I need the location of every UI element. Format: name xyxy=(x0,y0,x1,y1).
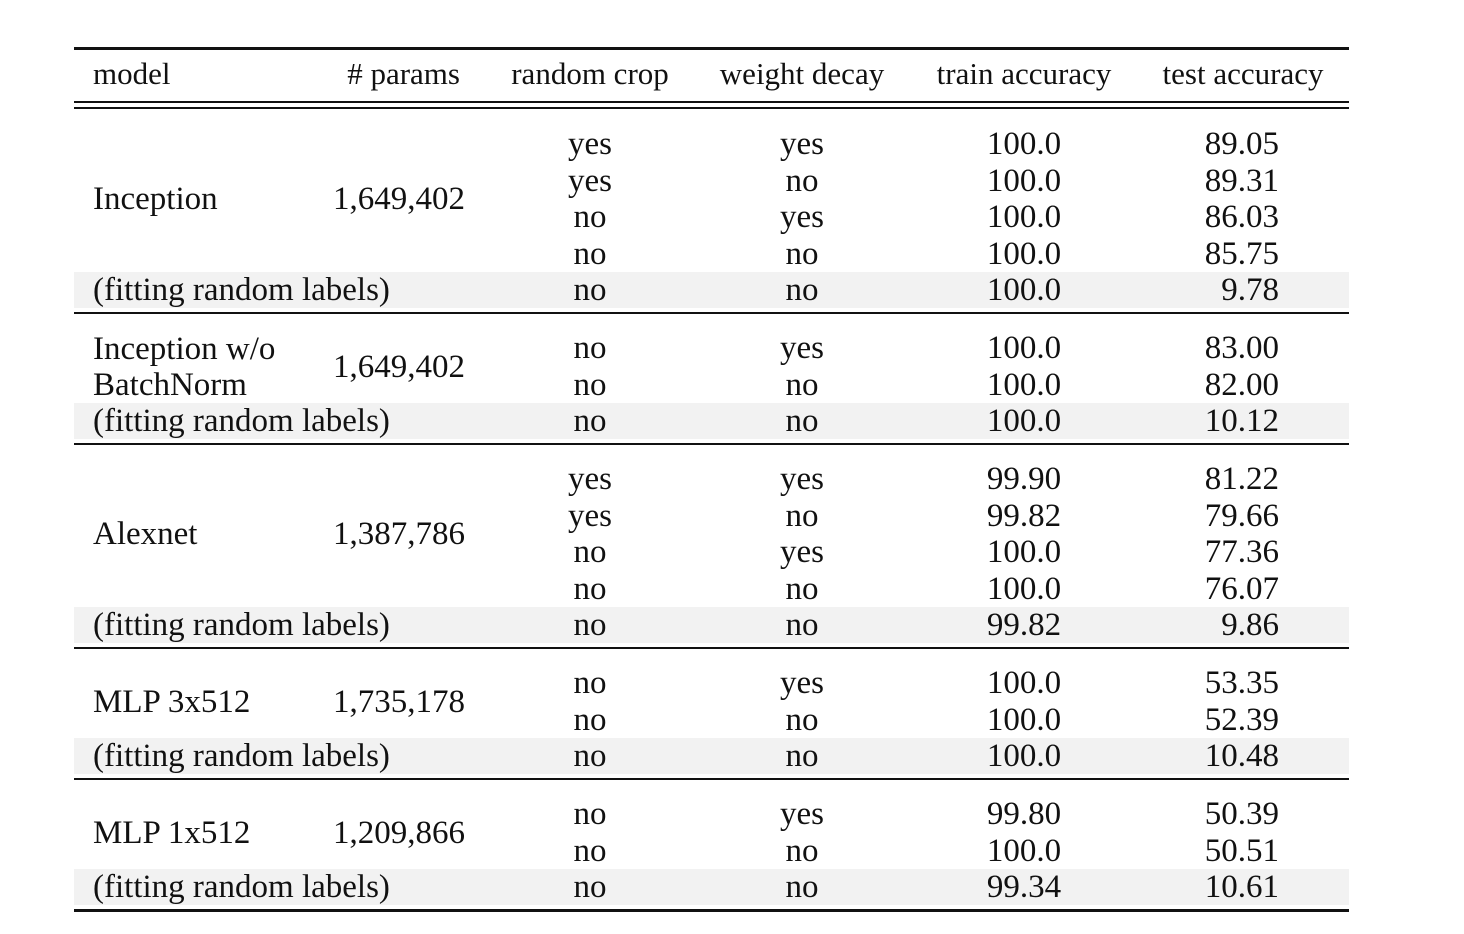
header-double-rule-1 xyxy=(74,101,1349,103)
train-accuracy-cell: 100.0 xyxy=(986,272,1062,308)
weight-decay-cell: yes xyxy=(780,534,824,570)
random-labels-label: (fitting random labels) xyxy=(93,607,390,643)
group-divider xyxy=(74,312,1349,314)
train-accuracy-cell: 99.82 xyxy=(986,607,1062,643)
test-accuracy-cell: 50.39 xyxy=(1204,796,1279,832)
random-crop-cell: no xyxy=(573,701,607,738)
params-cell: 1,649,402 xyxy=(333,348,465,385)
random-crop-cell: yes xyxy=(568,497,612,534)
random-crop-cell: no xyxy=(573,366,607,403)
top-rule xyxy=(74,47,1349,50)
random-crop-cell: yes xyxy=(568,126,612,162)
weight-decay-cell: no xyxy=(785,497,819,534)
weight-decay-cell: no xyxy=(785,403,819,439)
test-accuracy-cell: 89.05 xyxy=(1204,126,1279,162)
weight-decay-cell: no xyxy=(785,366,819,403)
weight-decay-cell: no xyxy=(785,272,819,308)
header-test-accuracy: test accuracy xyxy=(1162,56,1324,91)
weight-decay-cell: yes xyxy=(780,199,824,235)
test-accuracy-cell: 89.31 xyxy=(1204,162,1279,199)
test-accuracy-cell: 10.12 xyxy=(1204,403,1279,439)
weight-decay-cell: no xyxy=(785,738,819,774)
train-accuracy-cell: 99.80 xyxy=(986,796,1062,832)
test-accuracy-cell: 9.86 xyxy=(1221,607,1279,643)
test-accuracy-cell: 77.36 xyxy=(1204,534,1279,570)
weight-decay-cell: no xyxy=(785,701,819,738)
train-accuracy-cell: 100.0 xyxy=(986,199,1062,235)
model-name-cell: BatchNorm xyxy=(93,366,247,403)
train-accuracy-cell: 100.0 xyxy=(986,366,1062,403)
test-accuracy-cell: 81.22 xyxy=(1204,461,1279,497)
model-name-cell: MLP 1x512 xyxy=(93,814,251,851)
train-accuracy-cell: 100.0 xyxy=(986,570,1062,607)
random-labels-label: (fitting random labels) xyxy=(93,738,390,774)
header-double-rule-2 xyxy=(74,107,1349,109)
train-accuracy-cell: 100.0 xyxy=(986,126,1062,162)
random-crop-cell: no xyxy=(573,235,607,272)
random-crop-cell: no xyxy=(573,607,607,643)
weight-decay-cell: yes xyxy=(780,665,824,701)
test-accuracy-cell: 79.66 xyxy=(1204,497,1279,534)
random-labels-label: (fitting random labels) xyxy=(93,869,390,905)
group-divider xyxy=(74,647,1349,649)
header-train-accuracy: train accuracy xyxy=(936,56,1112,91)
random-crop-cell: no xyxy=(573,272,607,308)
weight-decay-cell: no xyxy=(785,869,819,905)
weight-decay-cell: no xyxy=(785,832,819,869)
train-accuracy-cell: 100.0 xyxy=(986,330,1062,366)
random-crop-cell: no xyxy=(573,832,607,869)
test-accuracy-cell: 9.78 xyxy=(1221,272,1279,308)
params-cell: 1,649,402 xyxy=(333,181,465,217)
train-accuracy-cell: 99.82 xyxy=(986,497,1062,534)
train-accuracy-cell: 99.90 xyxy=(986,461,1062,497)
random-crop-cell: no xyxy=(573,665,607,701)
group-divider xyxy=(74,778,1349,780)
weight-decay-cell: no xyxy=(785,607,819,643)
test-accuracy-cell: 53.35 xyxy=(1204,665,1279,701)
header-weight-decay: weight decay xyxy=(719,56,885,91)
random-crop-cell: no xyxy=(573,330,607,366)
train-accuracy-cell: 100.0 xyxy=(986,701,1062,738)
model-name-cell: Inception w/o xyxy=(93,330,276,367)
weight-decay-cell: yes xyxy=(780,461,824,497)
test-accuracy-cell: 86.03 xyxy=(1204,199,1279,235)
random-crop-cell: no xyxy=(573,869,607,905)
random-crop-cell: no xyxy=(573,534,607,570)
model-name-cell: Inception xyxy=(93,181,218,217)
params-cell: 1,387,786 xyxy=(333,516,465,552)
random-crop-cell: no xyxy=(573,570,607,607)
train-accuracy-cell: 100.0 xyxy=(986,534,1062,570)
weight-decay-cell: yes xyxy=(780,330,824,366)
weight-decay-cell: yes xyxy=(780,796,824,832)
model-name-cell: MLP 3x512 xyxy=(93,683,251,720)
random-crop-cell: yes xyxy=(568,461,612,497)
train-accuracy-cell: 100.0 xyxy=(986,403,1062,439)
random-crop-cell: yes xyxy=(568,162,612,199)
test-accuracy-cell: 82.00 xyxy=(1204,366,1279,403)
weight-decay-cell: no xyxy=(785,570,819,607)
test-accuracy-cell: 85.75 xyxy=(1204,235,1279,272)
train-accuracy-cell: 100.0 xyxy=(986,832,1062,869)
train-accuracy-cell: 100.0 xyxy=(986,162,1062,199)
train-accuracy-cell: 99.34 xyxy=(986,869,1062,905)
random-crop-cell: no xyxy=(573,403,607,439)
params-cell: 1,209,866 xyxy=(333,814,465,851)
test-accuracy-cell: 76.07 xyxy=(1204,570,1279,607)
random-labels-label: (fitting random labels) xyxy=(93,403,390,439)
results-table xyxy=(74,0,1349,934)
params-cell: 1,735,178 xyxy=(333,683,465,720)
bottom-rule xyxy=(74,909,1349,912)
random-crop-cell: no xyxy=(573,796,607,832)
test-accuracy-cell: 83.00 xyxy=(1204,330,1279,366)
group-divider xyxy=(74,443,1349,445)
header-model: model xyxy=(93,56,171,91)
weight-decay-cell: yes xyxy=(780,126,824,162)
model-name-cell: Alexnet xyxy=(93,516,198,552)
test-accuracy-cell: 52.39 xyxy=(1204,701,1279,738)
train-accuracy-cell: 100.0 xyxy=(986,235,1062,272)
test-accuracy-cell: 10.48 xyxy=(1204,738,1279,774)
random-crop-cell: no xyxy=(573,738,607,774)
header-random-crop: random crop xyxy=(511,56,669,91)
train-accuracy-cell: 100.0 xyxy=(986,665,1062,701)
random-crop-cell: no xyxy=(573,199,607,235)
weight-decay-cell: no xyxy=(785,162,819,199)
test-accuracy-cell: 50.51 xyxy=(1204,832,1279,869)
header-params: # params xyxy=(347,56,460,91)
train-accuracy-cell: 100.0 xyxy=(986,738,1062,774)
random-labels-label: (fitting random labels) xyxy=(93,272,390,308)
weight-decay-cell: no xyxy=(785,235,819,272)
test-accuracy-cell: 10.61 xyxy=(1204,869,1279,905)
